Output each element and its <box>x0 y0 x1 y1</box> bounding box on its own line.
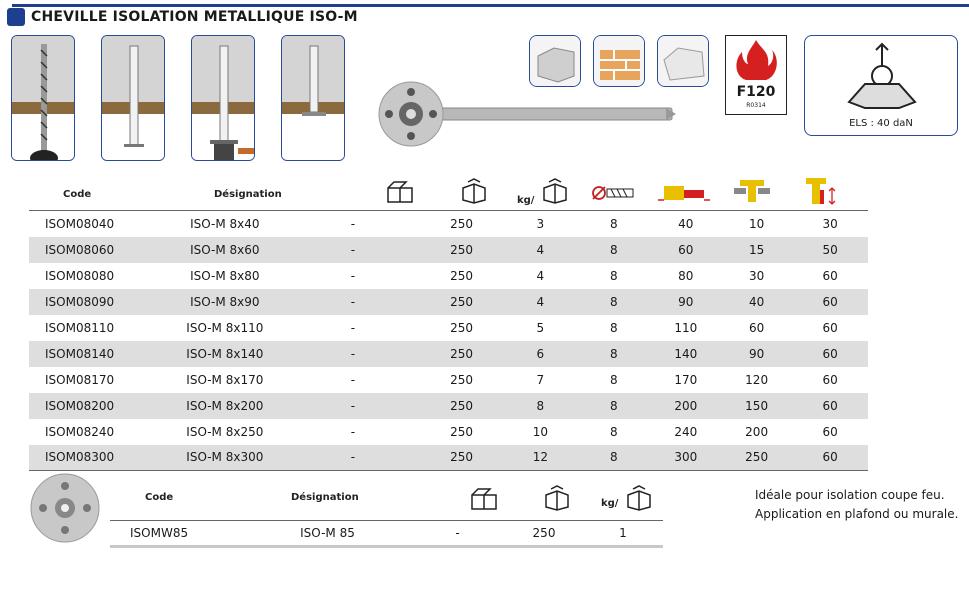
cell-length: 300 <box>651 445 721 471</box>
title-rule <box>12 4 969 7</box>
table-row <box>29 237 868 263</box>
washer-box: - <box>410 521 505 547</box>
cell-box: - <box>350 320 356 335</box>
cell-length: 40 <box>651 211 721 237</box>
cell-carton: 250 <box>420 341 504 367</box>
cell-drill: 8 <box>577 445 651 471</box>
product-table <box>29 210 868 471</box>
table-row <box>29 341 868 367</box>
cell-code: ISOM08110 <box>45 320 115 335</box>
table-row <box>110 521 663 547</box>
cell-code: ISOM08080 <box>45 268 115 283</box>
cell-isolation: 120 <box>745 372 769 387</box>
washer-header-code: Code <box>145 492 174 503</box>
cell-length: 60 <box>651 237 721 263</box>
cell-depth: 60 <box>792 393 868 419</box>
cell-drill: 8 <box>610 424 618 439</box>
cell-code: ISOM08240 <box>45 424 115 439</box>
carton-icon <box>460 178 488 204</box>
usage-note-line: Application en plafond ou murale. <box>755 507 959 521</box>
cell-code: ISOM08170 <box>45 372 115 387</box>
cell-depth: 60 <box>822 320 838 335</box>
cell-box: - <box>286 341 419 367</box>
cell-depth: 60 <box>792 445 868 471</box>
cell-designation: ISO-M 8x60 <box>163 237 286 263</box>
cell-depth: 60 <box>822 424 838 439</box>
cell-isolation: 15 <box>721 237 792 263</box>
cell-designation: ISO-M 8x140 <box>163 341 286 367</box>
cell-drill: 8 <box>577 211 651 237</box>
cell-box: - <box>350 268 356 283</box>
washer-designation: ISO-M 85 <box>245 521 410 547</box>
cell-carton: 250 <box>420 445 504 471</box>
washer-code: ISOMW85 <box>110 521 245 547</box>
cell-kg: 7 <box>536 372 545 387</box>
cell-box: - <box>286 393 419 419</box>
install-step-3-image <box>191 35 255 161</box>
cell-isolation: 60 <box>748 320 765 335</box>
cell-length: 170 <box>674 372 698 387</box>
fire-rating-sub: R0314 <box>746 102 766 109</box>
table-row <box>29 263 868 289</box>
header-designation: Désignation <box>214 189 282 200</box>
cell-drill: 8 <box>610 268 618 283</box>
concrete-material-icon <box>529 35 581 87</box>
cell-carton: 250 <box>420 289 504 315</box>
cell-designation: ISO-M 8x250 <box>186 424 264 439</box>
anchor-length-icon <box>656 180 712 206</box>
brick-material-icon <box>593 35 645 87</box>
install-step-1-image <box>11 35 75 161</box>
cell-kg: 6 <box>504 341 578 367</box>
fire-rating-badge <box>725 35 787 115</box>
cell-kg: 4 <box>504 289 578 315</box>
washer-carton: 250 <box>505 521 583 547</box>
cell-designation: ISO-M 8x200 <box>163 393 286 419</box>
box-icon <box>386 180 414 204</box>
els-load-label: ELS : 40 daN <box>849 118 913 129</box>
usage-note-line: Idéale pour isolation coupe feu. <box>755 488 945 502</box>
cell-designation: ISO-M 8x170 <box>186 372 264 387</box>
cell-kg: 10 <box>532 424 548 439</box>
cell-kg: 4 <box>536 268 545 283</box>
cell-box: - <box>286 289 419 315</box>
cell-length: 80 <box>678 268 694 283</box>
washer-product-image <box>29 472 101 544</box>
table-row <box>29 393 868 419</box>
cell-carton: 250 <box>450 320 474 335</box>
cell-drill: 8 <box>610 320 618 335</box>
title-marker <box>7 8 25 26</box>
table-row <box>29 289 868 315</box>
cell-kg: 8 <box>504 393 578 419</box>
load-diagram-icon <box>805 36 959 116</box>
header-kg: kg/ <box>517 195 535 206</box>
cell-kg: 3 <box>504 211 578 237</box>
flame-icon <box>726 36 786 84</box>
table-row <box>29 445 868 471</box>
cell-carton: 250 <box>420 393 504 419</box>
header-code: Code <box>63 189 92 200</box>
cell-depth: 60 <box>792 289 868 315</box>
els-load-box <box>804 35 958 136</box>
cell-length: 240 <box>674 424 698 439</box>
cell-isolation: 250 <box>721 445 792 471</box>
fire-rating-label: F120 <box>736 84 776 100</box>
cell-designation: ISO-M 8x300 <box>163 445 286 471</box>
cell-depth: 30 <box>792 211 868 237</box>
washer-box-icon <box>470 487 498 511</box>
cell-isolation: 10 <box>721 211 792 237</box>
cell-designation: ISO-M 8x90 <box>163 289 286 315</box>
table-row <box>29 211 868 237</box>
washer-carton-weight-icon <box>625 485 653 511</box>
cell-length: 200 <box>651 393 721 419</box>
cell-kg: 4 <box>504 237 578 263</box>
cell-designation: ISO-M 8x40 <box>163 211 286 237</box>
insulation-thickness-icon <box>732 176 772 204</box>
cell-carton: 250 <box>420 211 504 237</box>
cell-isolation: 150 <box>721 393 792 419</box>
table-row <box>29 419 868 445</box>
cell-isolation: 40 <box>721 289 792 315</box>
cell-code: ISOM08060 <box>29 237 163 263</box>
cell-code: ISOM08200 <box>29 393 163 419</box>
cell-designation: ISO-M 8x110 <box>186 320 264 335</box>
cell-length: 90 <box>651 289 721 315</box>
cell-code: ISOM08300 <box>29 445 163 471</box>
page-title: CHEVILLE ISOLATION METALLIQUE ISO-M <box>31 9 358 25</box>
cell-kg: 5 <box>536 320 545 335</box>
cell-code: ISOM08140 <box>29 341 163 367</box>
cell-box: - <box>286 211 419 237</box>
cell-isolation: 30 <box>748 268 765 283</box>
cell-designation: ISO-M 8x80 <box>190 268 260 283</box>
cell-code: ISOM08040 <box>29 211 163 237</box>
cell-box: - <box>286 237 419 263</box>
cell-drill: 8 <box>577 237 651 263</box>
cell-carton: 250 <box>450 268 474 283</box>
washer-header-designation: Désignation <box>291 492 359 503</box>
cell-drill: 8 <box>577 341 651 367</box>
cell-carton: 250 <box>450 424 474 439</box>
cell-length: 110 <box>674 320 698 335</box>
cell-box: - <box>286 445 419 471</box>
cell-carton: 250 <box>420 237 504 263</box>
cell-box: - <box>350 424 356 439</box>
washer-kg: 1 <box>583 521 663 547</box>
cell-box: - <box>350 372 356 387</box>
table-row <box>29 315 868 341</box>
cell-drill: 8 <box>577 289 651 315</box>
cell-depth: 50 <box>792 237 868 263</box>
embed-depth-icon <box>802 176 838 206</box>
carton-weight-icon <box>541 178 569 204</box>
stone-material-icon <box>657 35 709 87</box>
cell-drill: 8 <box>610 372 618 387</box>
anchor-product-image <box>376 80 678 156</box>
washer-header-kg: kg/ <box>601 498 619 509</box>
cell-drill: 8 <box>577 393 651 419</box>
cell-depth: 60 <box>792 341 868 367</box>
install-step-4-image <box>281 35 345 161</box>
usage-note <box>755 486 958 524</box>
table-row <box>29 367 868 393</box>
washer-carton-icon <box>543 485 571 511</box>
cell-length: 140 <box>651 341 721 367</box>
drill-diameter-icon <box>591 184 637 202</box>
cell-depth: 60 <box>822 372 838 387</box>
cell-kg: 12 <box>504 445 578 471</box>
cell-isolation: 200 <box>745 424 769 439</box>
cell-isolation: 90 <box>721 341 792 367</box>
cell-code: ISOM08090 <box>29 289 163 315</box>
install-step-2-image <box>101 35 165 161</box>
cell-carton: 250 <box>450 372 474 387</box>
washer-table <box>110 520 663 548</box>
cell-depth: 60 <box>822 268 838 283</box>
